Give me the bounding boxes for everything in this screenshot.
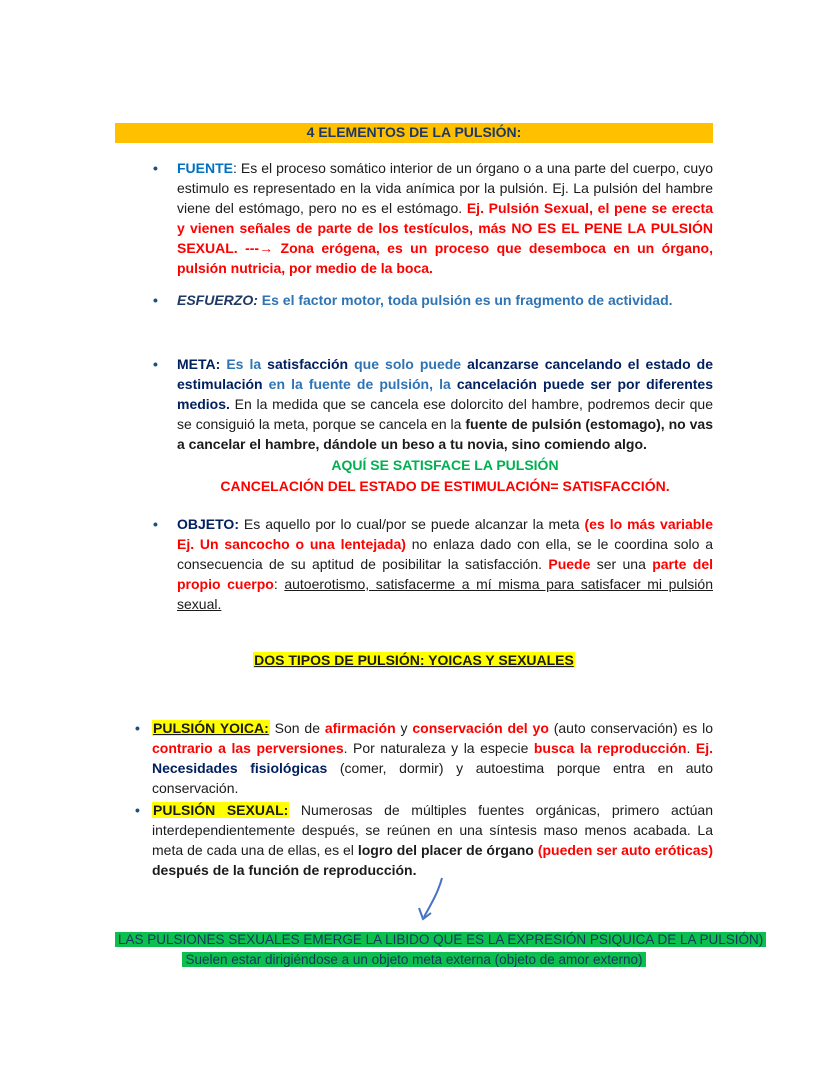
yoica-run-4: conservación del yo: [412, 720, 549, 736]
yoica-run-1: Son de: [269, 720, 325, 736]
yoica-run-3: y: [395, 720, 413, 736]
yoica-run-9: .: [686, 740, 696, 756]
sexual-label: PULSIÓN SEXUAL:: [153, 802, 289, 818]
objeto-run-3: no enlaza dado con ella, se le coordina solo a consecuencia de su aptitud de posibilitar la satisfacción.: [177, 536, 713, 572]
objeto-run-5: ser una: [590, 556, 653, 572]
sexual-run-3: (pueden ser auto eróticas): [537, 842, 713, 858]
objeto-run-1: Es aquello por lo cual/por se puede alcanzar la meta: [238, 516, 585, 532]
bullet-icon: [153, 514, 177, 614]
objeto-run-4: Puede: [548, 556, 591, 572]
libido-line-1-text: LAS PULSIONES SEXUALES EMERGE LA LIBIDO QUE ES LA EXPRESIÓN PSIQUICA DE LA PULSIÓN): [115, 932, 766, 947]
meta-run-6: cancelación puede ser por diferentes medios.: [177, 376, 713, 412]
yoica-run-10: Ej.: [695, 740, 713, 756]
sexual-run-4: después de la función de reproducción.: [152, 862, 417, 878]
libido-line-1: [115, 930, 764, 950]
bullet-item-pulsion-yoica: [115, 718, 713, 798]
sexual-run-2: logro del placer de órgano: [357, 842, 538, 858]
objeto-run-6: parte del propio cuerpo: [177, 556, 714, 592]
esfuerzo-paragraph: [177, 290, 713, 310]
esfuerzo-body: Es el factor motor, toda pulsión es un fragmento de actividad.: [257, 292, 673, 308]
objeto-run-2: (es lo más variable Ej. Un sancocho o una lentejada): [177, 516, 713, 552]
objeto-run-7: :: [273, 576, 285, 592]
meta-run-1: Es la: [220, 356, 268, 372]
bullet-icon: [135, 800, 152, 880]
meta-run-8: fuente de pulsión (estomago), no vas a cancelar el hambre, dándole un beso a tu novia, sino comiendo algo.: [177, 416, 713, 452]
fuente-paragraph: [177, 158, 713, 278]
bullet-icon: [135, 718, 152, 798]
objeto-label: OBJETO:: [177, 516, 239, 532]
meta-run-5: en la fuente de pulsión, la: [262, 376, 457, 392]
objeto-underlined-run: autoerotismo, satisfacerme a mí misma para satisfacer mi pulsión sexual.: [177, 576, 713, 612]
yoica-label: PULSIÓN YOICA:: [153, 720, 269, 736]
yoica-run-7: . Por naturaleza y la especie: [343, 740, 534, 756]
yoica-run-6: contrario a las perversiones: [152, 740, 344, 756]
yoica-run-11: Necesidades fisiológicas: [152, 760, 340, 776]
bullet-item-fuente: [115, 158, 713, 278]
bullet-icon: [153, 158, 177, 278]
yoica-run-8: busca la reproducción: [533, 740, 687, 756]
libido-line-2: [115, 950, 713, 970]
bullet-icon: [153, 290, 177, 310]
yoica-run-12: (comer, dormir) y autoestima porque entra en auto conservación.: [152, 760, 714, 796]
yoica-run-2: afirmación: [324, 720, 396, 736]
section1-title: 4 ELEMENTOS DE LA PULSIÓN:: [306, 124, 522, 140]
bullet-item-esfuerzo: [115, 290, 713, 310]
fuente-label: FUENTE: [177, 160, 233, 176]
section2-heading-row: [115, 650, 713, 670]
meta-block: [177, 354, 713, 496]
objeto-paragraph: [177, 514, 713, 614]
meta-green-callout: AQUÍ SE SATISFACE LA PULSIÓN: [331, 457, 559, 473]
flow-arrow: [415, 876, 713, 924]
curved-down-arrow-icon: [415, 876, 449, 924]
bullet-item-meta: [115, 354, 713, 496]
fuente-body: : Es el proceso somático interior de un órgano o a una parte del cuerpo, cuyo estimulo es representado en la vida anímica por la pulsión. Ej. La pulsión del hambre viene del estómago, pero no es el estómago.: [177, 160, 713, 216]
yoica-paragraph: [152, 718, 713, 798]
yoica-run-5: (auto conservación) es lo: [548, 720, 713, 736]
meta-red-callout: CANCELACIÓN DEL ESTADO DE ESTIMULACIÓN= SATISFACCIÓN.: [220, 478, 670, 494]
section2-title: DOS TIPOS DE PULSIÓN: YOICAS Y SEXUALES: [254, 652, 574, 668]
meta-label: META:: [177, 356, 221, 372]
fuente-red-example: Ej. Pulsión Sexual, el pene se erecta y vienen señales de parte de los testículos, más NO ES EL PENE LA PULSIÓN SEXUAL. ---→ Zona erógena, es un proceso que desemboca en un órgano, pulsión nutricia, por medio de la boca.: [177, 200, 713, 276]
sexual-run-1: Numerosas de múltiples fuentes orgánicas, primero actúan interdependientemente después, se reúnen en una síntesis maso menos acabada. La meta de cada una de ellas, es el: [152, 802, 713, 858]
sexual-paragraph: [152, 800, 713, 880]
section1-title-bar: [115, 123, 713, 143]
libido-line-2-text: Suelen estar dirigiéndose a un objeto meta externa (objeto de amor externo): [182, 952, 645, 967]
meta-paragraph: [177, 354, 713, 454]
libido-conclusion: [115, 930, 764, 970]
meta-run-7: En la medida que se cancela ese dolorcito del hambre, podremos decir que se consiguió la meta, porque se cancela en la: [177, 396, 713, 432]
meta-run-2: satisfacción: [267, 356, 349, 372]
bullet-icon: [153, 354, 177, 496]
meta-run-4: alcanzarse cancelando el estado de estimulación: [177, 356, 713, 392]
esfuerzo-label: ESFUERZO:: [177, 292, 258, 308]
meta-run-3: que solo puede: [348, 356, 468, 372]
bullet-item-objeto: [115, 514, 713, 614]
bullet-item-pulsion-sexual: [115, 800, 713, 880]
